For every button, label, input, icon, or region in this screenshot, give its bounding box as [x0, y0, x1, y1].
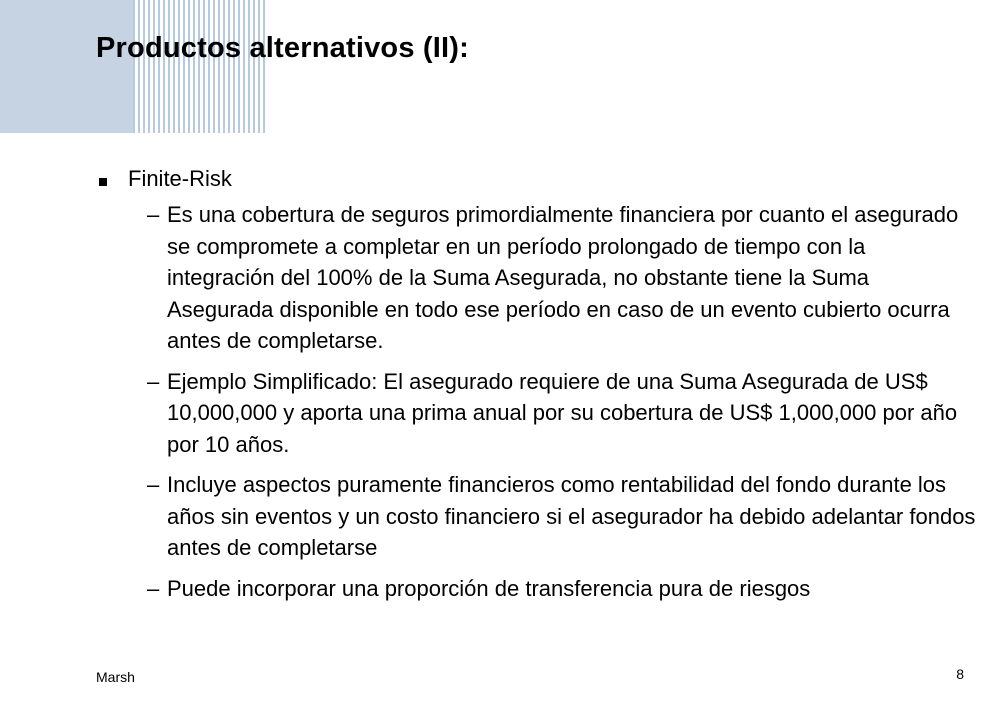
- dash-marker: –: [147, 202, 160, 227]
- sub-bullet-text: Incluye aspectos puramente financieros como rentabilidad del fondo durante los años sin eventos y un costo financiero si el asegurador ha debido adelantar fondos antes de completarse: [167, 472, 976, 560]
- bullet-text: Finite-Risk: [128, 166, 232, 191]
- sub-bullet-text: Es una cobertura de seguros primordialmente financiera por cuanto el asegurado se compromete a completar en un período prolongado de tiempo con la integración del 100% de la Suma Asegurada, no obstante tiene la Suma Asegurada disponible en todo ese período en caso de un evento cubierto ocurra antes de completarse.: [167, 202, 959, 353]
- sub-bullet-text: Puede incorporar una proporción de transferencia pura de riesgos: [167, 575, 811, 601]
- sub-bullet-item: [96, 573, 976, 605]
- dash-marker: –: [147, 472, 160, 497]
- dash-marker: –: [147, 368, 160, 394]
- slide-body: [96, 163, 976, 613]
- sub-bullet-item: [96, 469, 976, 564]
- dash-marker: –: [147, 575, 160, 601]
- slide-title: Productos alternativos (II):: [96, 32, 469, 64]
- square-bullet-icon: [99, 178, 107, 186]
- sub-bullet-text: Ejemplo Simplificado: El asegurado requiere de una Suma Asegurada de US$ 10,000,000 y aporta una prima anual por su cobertura de US$ 1,000,000 por año por 10 años.: [167, 368, 958, 457]
- footer-company: Marsh: [96, 669, 135, 685]
- bullet-item: [96, 163, 976, 195]
- sub-bullet-item: [96, 199, 976, 357]
- sub-bullet-item: [96, 366, 976, 461]
- page-number: 8: [956, 666, 964, 682]
